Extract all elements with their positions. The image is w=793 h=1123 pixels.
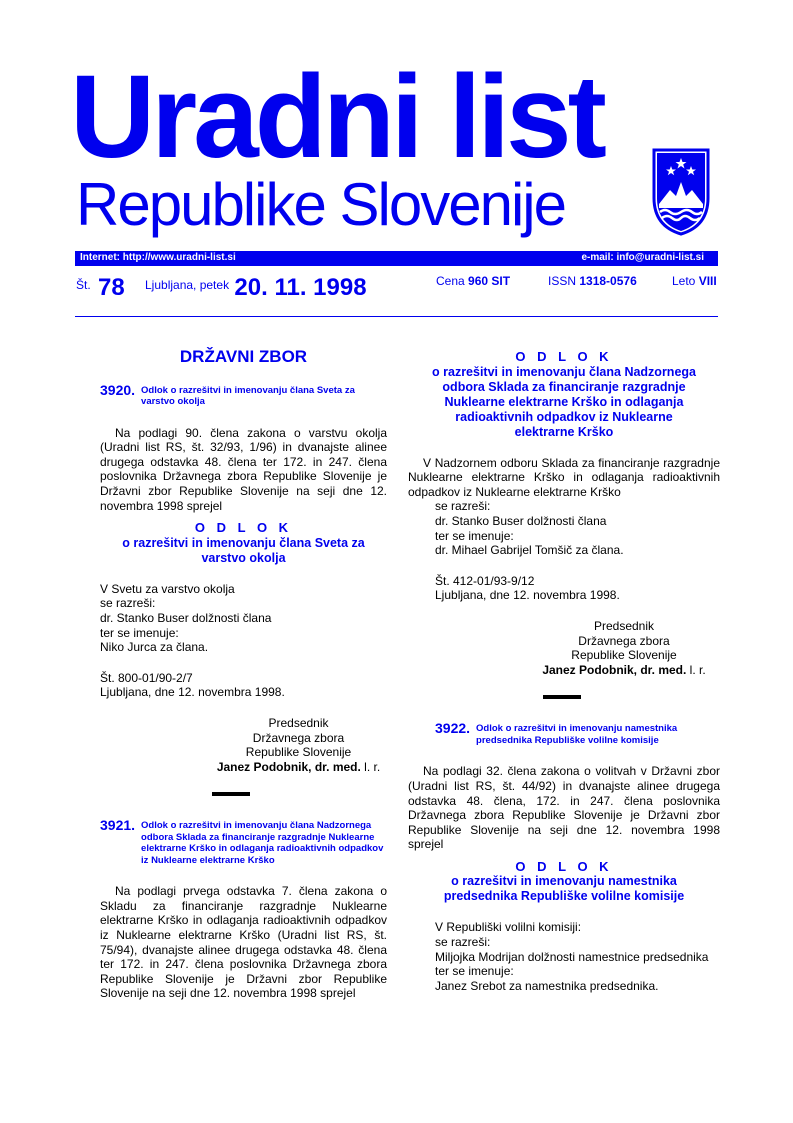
item-title: Odlok o razrešitvi in imenovanju člana Sveta za varstvo okolja [141, 384, 355, 408]
item-number: 3921. [100, 817, 136, 834]
odlok-subtitle: o razrešitvi in imenovanju člana Sveta za varstvo okolja [122, 535, 365, 565]
odlok-body [100, 582, 387, 655]
item-3920-header [100, 383, 387, 408]
body-line: ter se imenuje: [435, 528, 514, 543]
body-line: dr. Mihael Gabrijel Tomšič za člana. [435, 543, 624, 558]
signature-block [210, 716, 387, 774]
signature-line: Državnega zbora [578, 633, 670, 648]
signature-line: Republike Slovenije [245, 745, 352, 760]
item-number: 3920. [100, 381, 136, 398]
body-line: V Svetu za varstvo okolja [100, 581, 235, 596]
right-column [408, 340, 720, 993]
section-divider [212, 792, 250, 796]
item-3921-preamble: Na podlagi prvega odstavka 7. člena zakona o Skladu za financiranje razgradnje Nuklearne elektrarne Krško in odlaganja radioaktivnih odpadkov iz Nuklearne elektrarne Krško (Uradni list RS, št. 75/94), dvanajste alinee drugega odstavka 48. člena ter 172. in 247. člena poslovnika Državnega zbora Republike Slovenije je Državni zbor Republike Slovenije na seji dne 12. novembra 1998 sprejel [100, 884, 387, 1001]
issue-issn-value: 1318-0576 [579, 274, 637, 288]
issue-year-label: Leto [672, 274, 696, 288]
issue-price-label: Cena [436, 274, 465, 288]
body-line: Miljojka Modrijan dolžnosti namestnice predsednika [435, 949, 709, 964]
signatory-name: Janez Podobnik, dr. med. [542, 662, 687, 677]
body-line: ter se imenuje: [100, 625, 179, 640]
odlok-body [435, 499, 720, 557]
odlok-heading: O D L O K [515, 349, 613, 364]
reference-number: Št. 412-01/93-9/12 [435, 573, 535, 588]
body-line: V Republiški volilni komisiji: [435, 920, 582, 935]
issue-year [672, 274, 717, 304]
issue-price-value: 960 SIT [468, 274, 511, 288]
issue-date: 20. 11. 1998 [234, 274, 367, 301]
header-rule [75, 316, 718, 317]
issue-number-block [76, 274, 125, 304]
odlok-heading: O D L O K [515, 858, 613, 874]
coat-of-arms-icon [650, 146, 712, 236]
issue-st-label: Št. [76, 278, 91, 292]
signature-line: Državnega zbora [252, 730, 345, 745]
body-line: Niko Jurca za člana. [100, 640, 209, 655]
issue-year-value: VIII [698, 274, 717, 288]
body-line: se razreši: [435, 935, 491, 950]
section-title: DRŽAVNI ZBOR [179, 347, 308, 366]
odlok-body [435, 920, 720, 993]
issue-place-date: Ljubljana, dne 12. novembra 1998. [100, 685, 285, 700]
item-title: Odlok o razrešitvi in imenovanju namestnika predsednika Republiške volilne komisije [476, 723, 678, 746]
body-line: ter se imenuje: [435, 964, 514, 979]
signature-line: Predsednik [268, 715, 329, 730]
item-3922-header [435, 721, 720, 746]
signature-line: Predsednik [593, 618, 655, 633]
issue-price [436, 274, 510, 304]
signatory-suffix: l. r. [360, 759, 381, 774]
item-title: Odlok o razrešitvi in imenovanju člana Nadzornega odbora Sklada za financiranje razgradnje Nuklearne elektrarne Krško in odlaganja radioaktivnih odpadkov iz Nuklearne elektrarne Krško [141, 820, 384, 866]
item-3921-header [100, 818, 387, 866]
masthead-title: Uradni list [70, 51, 603, 183]
issue-date-block [145, 274, 367, 304]
reference-number: Št. 800-01/90-2/7 [100, 670, 193, 685]
item-3922-preamble: Na podlagi 32. člena zakona o volitvah v Državni zbor (Uradni list RS, št. 44/92) in dvanajste alinee drugega odstavka 48. člena, 172. in 247. člena poslovnika Državnega zbora Republike Slovenije je Državni zbor Republike Slovenije na seji dne 12. novembra 1998 sprejel [408, 764, 720, 852]
item-3920-preamble: Na podlagi 90. člena zakona o varstvu okolja (Uradni list RS, št. 32/93, 1/96) in dvanajste alinee drugega odstavka 48. člena ter 172. in 247. člena poslovnika Državnega zbora Republike Slovenije je Državni zbor Republike Slovenije na seji dne 12. novembra 1998 sprejel [100, 425, 387, 513]
internet-link[interactable]: Internet: http://www.uradni-list.si [80, 252, 236, 263]
odlok-subtitle: o razrešitvi in imenovanju namestnika predsednika Republiške volilne komisije [443, 874, 685, 904]
issue-issn-label: ISSN [548, 274, 577, 288]
signature-block [528, 619, 720, 677]
left-column [100, 340, 387, 1001]
body-line: dr. Stanko Buser dolžnosti člana [435, 513, 607, 528]
issue-number: 78 [98, 274, 125, 301]
odlok-subtitle: o razrešitvi in imenovanju člana Nadzornega odbora Sklada za financiranje razgradnje Nuklearne elektrarne Krško in odlaganja radioaktivnih odpadkov iz Nuklearne elektrarne Krško [432, 364, 696, 439]
item-number: 3922. [435, 720, 471, 737]
signature-line: Republike Slovenije [571, 648, 677, 663]
odlok-body-intro: V Nadzornem odboru Sklada za financiranje razgradnje Nuklearne elektrarne Krško in odlaganja radioaktivnih odpadkov iz Nuklearne elektrarne Krško [408, 455, 720, 499]
odlok-heading: O D L O K [194, 520, 293, 536]
section-divider [543, 695, 581, 699]
issue-place-date: Ljubljana, dne 12. novembra 1998. [435, 588, 620, 603]
body-line: se razreši: [435, 499, 491, 514]
email-link[interactable]: e-mail: info@uradni-list.si [581, 252, 704, 263]
signatory-name: Janez Podobnik, dr. med. [216, 759, 361, 774]
masthead-subtitle: Republike Slovenije [76, 171, 565, 238]
body-line: se razreši: [100, 596, 156, 611]
body-line: Janez Srebot za namestnika predsednika. [435, 978, 659, 993]
issue-place-day: Ljubljana, petek [145, 278, 230, 292]
body-line: dr. Stanko Buser dolžnosti člana [100, 610, 272, 625]
contact-bar [75, 251, 718, 266]
signatory-suffix: l. r. [686, 662, 706, 677]
issue-issn [548, 274, 637, 304]
